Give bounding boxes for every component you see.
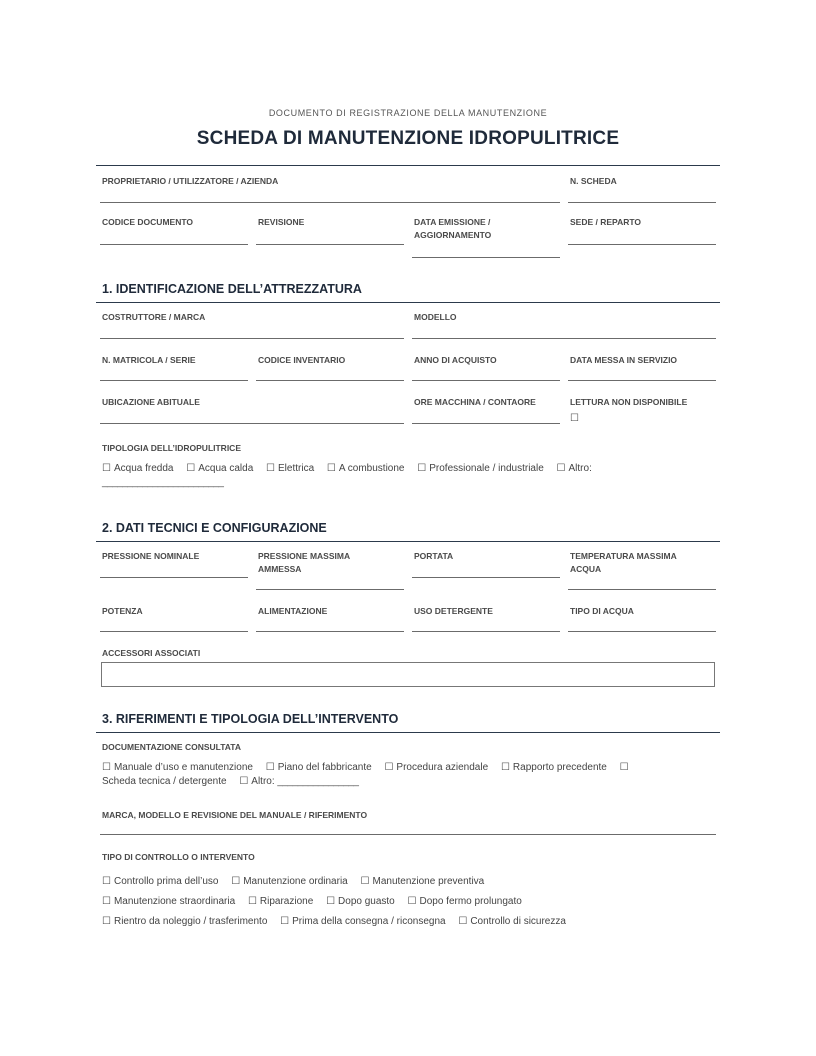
accessories-textbox[interactable]: [101, 662, 715, 687]
max-temp-label-line2: ACQUA: [570, 564, 602, 574]
nominal-pressure-field[interactable]: [100, 577, 248, 578]
checkbox-icon: ☐: [384, 762, 394, 773]
supply-field[interactable]: [256, 631, 404, 632]
type-option-other[interactable]: ☐ Altro:: [556, 463, 592, 474]
manufacturer-label: COSTRUTTORE / MARCA: [102, 312, 206, 322]
checkbox-icon: ☐: [265, 762, 275, 773]
commission-date-label: DATA MESSA IN SERVIZIO: [570, 355, 678, 365]
accessories-label: ACCESSORI ASSOCIATI: [102, 648, 201, 658]
checkbox-icon: ☐: [556, 463, 566, 474]
issue-date-field[interactable]: [412, 257, 560, 258]
owner-label: PROPRIETARIO / UTILIZZATORE / AZIENDA: [102, 176, 279, 186]
intervention-safety-check[interactable]: ☐ Controllo di sicurezza: [458, 916, 566, 927]
intervention-row-2: [102, 895, 712, 909]
type-option-electric[interactable]: ☐ Elettrica: [266, 463, 315, 474]
intervention-pre-use-check[interactable]: ☐ Controllo prima dell’uso: [102, 876, 219, 887]
docs-options: [102, 761, 712, 789]
serial-field[interactable]: [100, 380, 248, 381]
detergent-use-label: USO DETERGENTE: [414, 606, 493, 616]
supply-label: ALIMENTAZIONE: [258, 606, 328, 616]
owner-field[interactable]: [100, 202, 560, 203]
inventory-field[interactable]: [256, 380, 404, 381]
docs-other-fill: ________________: [277, 776, 359, 787]
checkbox-icon: ☐: [102, 896, 111, 907]
checkbox-icon: ☐: [619, 762, 629, 773]
power-label: POTENZA: [102, 606, 143, 616]
section-3-rule: [96, 732, 720, 733]
intervention-after-downtime[interactable]: ☐ Dopo fermo prolungato: [407, 896, 522, 907]
flow-field[interactable]: [412, 577, 560, 578]
max-temp-label-line1: TEMPERATURA MASSIMA: [570, 551, 677, 561]
water-type-field[interactable]: [568, 631, 716, 632]
docs-option-previous-report[interactable]: ☐ Rapporto precedente: [500, 762, 607, 773]
intervention-rental-return[interactable]: ☐ Rientro da noleggio / trasferimento: [102, 916, 268, 927]
power-field[interactable]: [100, 631, 248, 632]
docs-option-manual[interactable]: ☐ Manuale d’uso e manutenzione: [102, 762, 253, 773]
type-options: [102, 462, 712, 490]
issue-date-label-line1: DATA EMISSIONE /: [414, 217, 491, 227]
location-label: UBICAZIONE ABITUALE: [102, 397, 200, 407]
sheet-no-field[interactable]: [568, 202, 716, 203]
site-field[interactable]: [568, 244, 716, 245]
issue-date-label-line2: AGGIORNAMENTO: [414, 230, 492, 240]
docs-option-company-procedure[interactable]: ☐ Procedura aziendale: [384, 762, 489, 773]
checkbox-icon: ☐: [247, 896, 257, 907]
section-3-title: 3. RIFERIMENTI E TIPOLOGIA DELL’INTERVENTO: [102, 712, 399, 726]
flow-label: PORTATA: [414, 551, 454, 561]
reading-na-checkbox[interactable]: ☐: [570, 413, 579, 424]
model-field[interactable]: [412, 338, 716, 339]
hours-label: ORE MACCHINA / CONTAORE: [414, 397, 536, 407]
hours-field[interactable]: [412, 423, 560, 424]
revision-label: REVISIONE: [258, 217, 305, 227]
docs-option-datasheet-checkbox[interactable]: [620, 762, 632, 773]
checkbox-icon: ☐: [186, 463, 196, 474]
commission-date-field[interactable]: [568, 380, 716, 381]
intervention-label: TIPO DI CONTROLLO O INTERVENTO: [102, 852, 255, 862]
checkbox-icon: ☐: [231, 876, 241, 887]
checkbox-icon: ☐: [417, 463, 427, 474]
location-field[interactable]: [100, 423, 404, 424]
checkbox-icon: ☐: [266, 463, 276, 474]
checkbox-icon: ☐: [458, 916, 468, 927]
checkbox-icon: ☐: [102, 762, 111, 773]
intervention-row-3: [102, 915, 712, 929]
checkbox-icon: ☐: [500, 762, 510, 773]
docs-option-datasheet[interactable]: Scheda tecnica / detergente: [102, 776, 227, 787]
intervention-before-delivery[interactable]: ☐ Prima della consegna / riconsegna: [280, 916, 446, 927]
model-label: MODELLO: [414, 312, 457, 322]
water-type-label: TIPO DI ACQUA: [570, 606, 634, 616]
detergent-use-field[interactable]: [412, 631, 560, 632]
docs-label: DOCUMENTAZIONE CONSULTATA: [102, 742, 241, 752]
docs-option-manufacturer-plan[interactable]: ☐ Piano del fabbricante: [265, 762, 372, 773]
sheet-no-label: N. SCHEDA: [570, 176, 617, 186]
intervention-preventive[interactable]: ☐ Manutenzione preventiva: [360, 876, 485, 887]
doc-code-label: CODICE DOCUMENTO: [102, 217, 193, 227]
intervention-extraordinary[interactable]: ☐ Manutenzione straordinaria: [102, 896, 236, 907]
checkbox-icon: ☐: [102, 876, 111, 887]
title-rule: [96, 165, 720, 166]
document-title: SCHEDA DI MANUTENZIONE IDROPULITRICE: [196, 128, 620, 149]
revision-field[interactable]: [256, 244, 404, 245]
checkbox-icon: ☐: [326, 463, 336, 474]
type-other-fill[interactable]: ________________________: [102, 477, 224, 488]
checkbox-icon: ☐: [102, 463, 111, 474]
checkbox-icon: ☐: [407, 896, 417, 907]
manual-ref-field[interactable]: [100, 834, 716, 835]
nominal-pressure-label: PRESSIONE NOMINALE: [102, 551, 200, 561]
docs-option-other[interactable]: ☐ Altro: ________________: [239, 776, 359, 787]
section-2-title: 2. DATI TECNICI E CONFIGURAZIONE: [102, 521, 327, 535]
intervention-after-failure[interactable]: ☐ Dopo guasto: [326, 896, 395, 907]
type-option-cold-water[interactable]: ☐ Acqua fredda: [102, 463, 174, 474]
max-pressure-label-line1: PRESSIONE MASSIMA: [258, 551, 351, 561]
manual-ref-label: MARCA, MODELLO E REVISIONE DEL MANUALE / RIFERIMENTO: [102, 810, 368, 820]
checkbox-icon: ☐: [102, 916, 111, 927]
purchase-year-label: ANNO DI ACQUISTO: [414, 355, 497, 365]
reading-na-label: LETTURA NON DISPONIBILE: [570, 397, 688, 407]
section-1-rule: [96, 302, 720, 303]
intervention-row-1: [102, 875, 712, 889]
type-option-hot-water[interactable]: ☐ Acqua calda: [186, 463, 254, 474]
checkbox-icon: ☐: [326, 896, 336, 907]
purchase-year-field[interactable]: [412, 380, 560, 381]
document-kicker: DOCUMENTO DI REGISTRAZIONE DELLA MANUTENZIONE: [268, 108, 548, 118]
type-option-professional[interactable]: ☐ Professionale / industriale: [417, 463, 544, 474]
intervention-ordinary[interactable]: ☐ Manutenzione ordinaria: [231, 876, 348, 887]
checkbox-icon: ☐: [360, 876, 370, 887]
max-temp-field[interactable]: [568, 589, 716, 590]
section-2-rule: [96, 541, 720, 542]
max-pressure-field[interactable]: [256, 589, 404, 590]
type-label: TIPOLOGIA DELL’IDROPULITRICE: [102, 443, 241, 453]
doc-code-field[interactable]: [100, 244, 248, 245]
inventory-label: CODICE INVENTARIO: [258, 355, 346, 365]
serial-label: N. MATRICOLA / SERIE: [102, 355, 196, 365]
intervention-repair[interactable]: ☐ Riparazione: [247, 896, 314, 907]
checkbox-icon: ☐: [280, 916, 290, 927]
type-option-combustion[interactable]: ☐ A combustione: [326, 463, 405, 474]
site-label: SEDE / REPARTO: [570, 217, 642, 227]
max-pressure-label-line2: AMMESSA: [258, 564, 302, 574]
section-1-title: 1. IDENTIFICAZIONE DELL’ATTREZZATURA: [102, 282, 362, 296]
checkbox-icon: ☐: [239, 776, 249, 787]
manufacturer-field[interactable]: [100, 338, 404, 339]
